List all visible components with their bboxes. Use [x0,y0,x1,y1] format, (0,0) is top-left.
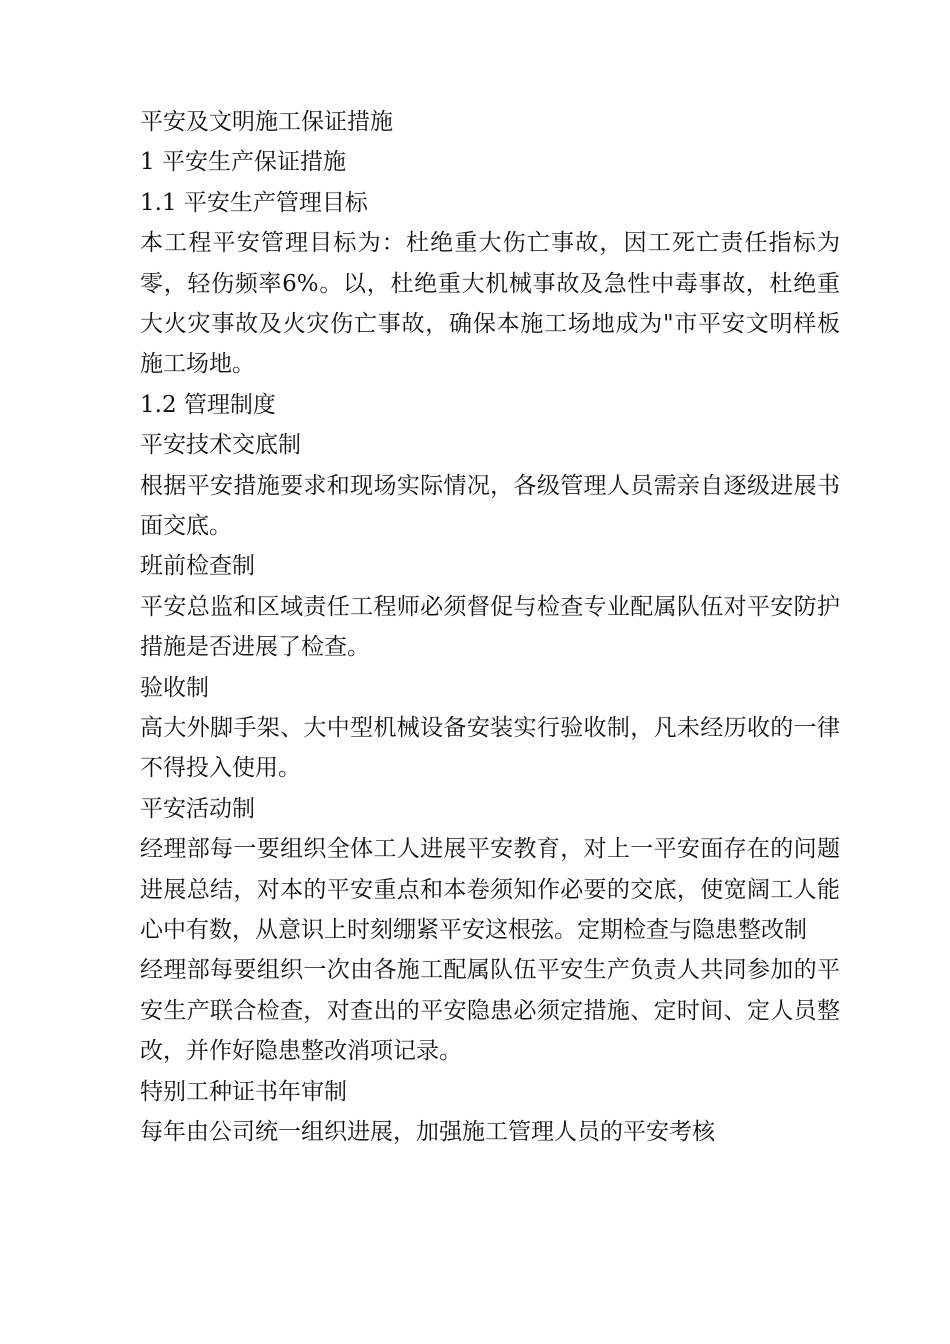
rule-heading-pre-shift-check: 班前检查制 [140,553,255,580]
section-heading-1-1: 1.1 平安生产管理目标 [140,189,368,216]
document-title: 平安及文明施工保证措施 [140,109,393,135]
rule-heading-certificate-review: 特别工种证书年审制 [140,1078,347,1105]
rule-heading-safety-activity: 平安活动制 [140,795,255,822]
document-body [140,102,840,1152]
rule-text-technical-briefing: 根据平安措施要求和现场实际情况，各级管理人员需亲自逐级进展书面交底。 [140,472,840,539]
rule-heading-acceptance: 验收制 [140,674,209,701]
rule-heading-technical-briefing: 平安技术交底制 [140,432,301,459]
section-heading-1-2: 1.2 管理制度 [140,391,276,418]
rule-text-pre-shift-check: 平安总监和区域责任工程师必须督促与检查专业配属队伍对平安防护措施是否进展了检查。 [140,593,840,661]
section-heading-1: 1 平安生产保证措施 [140,149,346,176]
rule-text-joint-inspection: 经理部每要组织一次由各施工配属队伍平安生产负责人共同参加的平安生产联合检查，对查出的平安隐患必须定措施、定时间、定人员整改，并作好隐患整改消项记录。 [140,957,840,1065]
rule-text-certificate-review: 每年由公司统一组织进展，加强施工管理人员的平安考核 [140,1119,715,1146]
goal-paragraph: 本工程平安管理目标为：杜绝重大伤亡事故，因工死亡责任指标为零，轻伤频率6%。以，杜绝重大机械事故及急性中毒事故，杜绝重大火灾事故及火灾伤亡事故，确保本施工场地成为"市平安文明样板施工场地。 [140,230,840,378]
rule-text-safety-activity: 经理部每一要组织全体工人进展平安教育，对上一平安面存在的问题进展总结，对本的平安重点和本卷须知作必要的交底，使宽阔工人能心中有数，从意识上时刻绷紧平安这根弦。定期检查与隐患整改制 [140,836,840,943]
rule-text-acceptance: 高大外脚手架、大中型机械设备安装实行验收制，凡未经历收的一律不得投入使用。 [140,714,840,782]
